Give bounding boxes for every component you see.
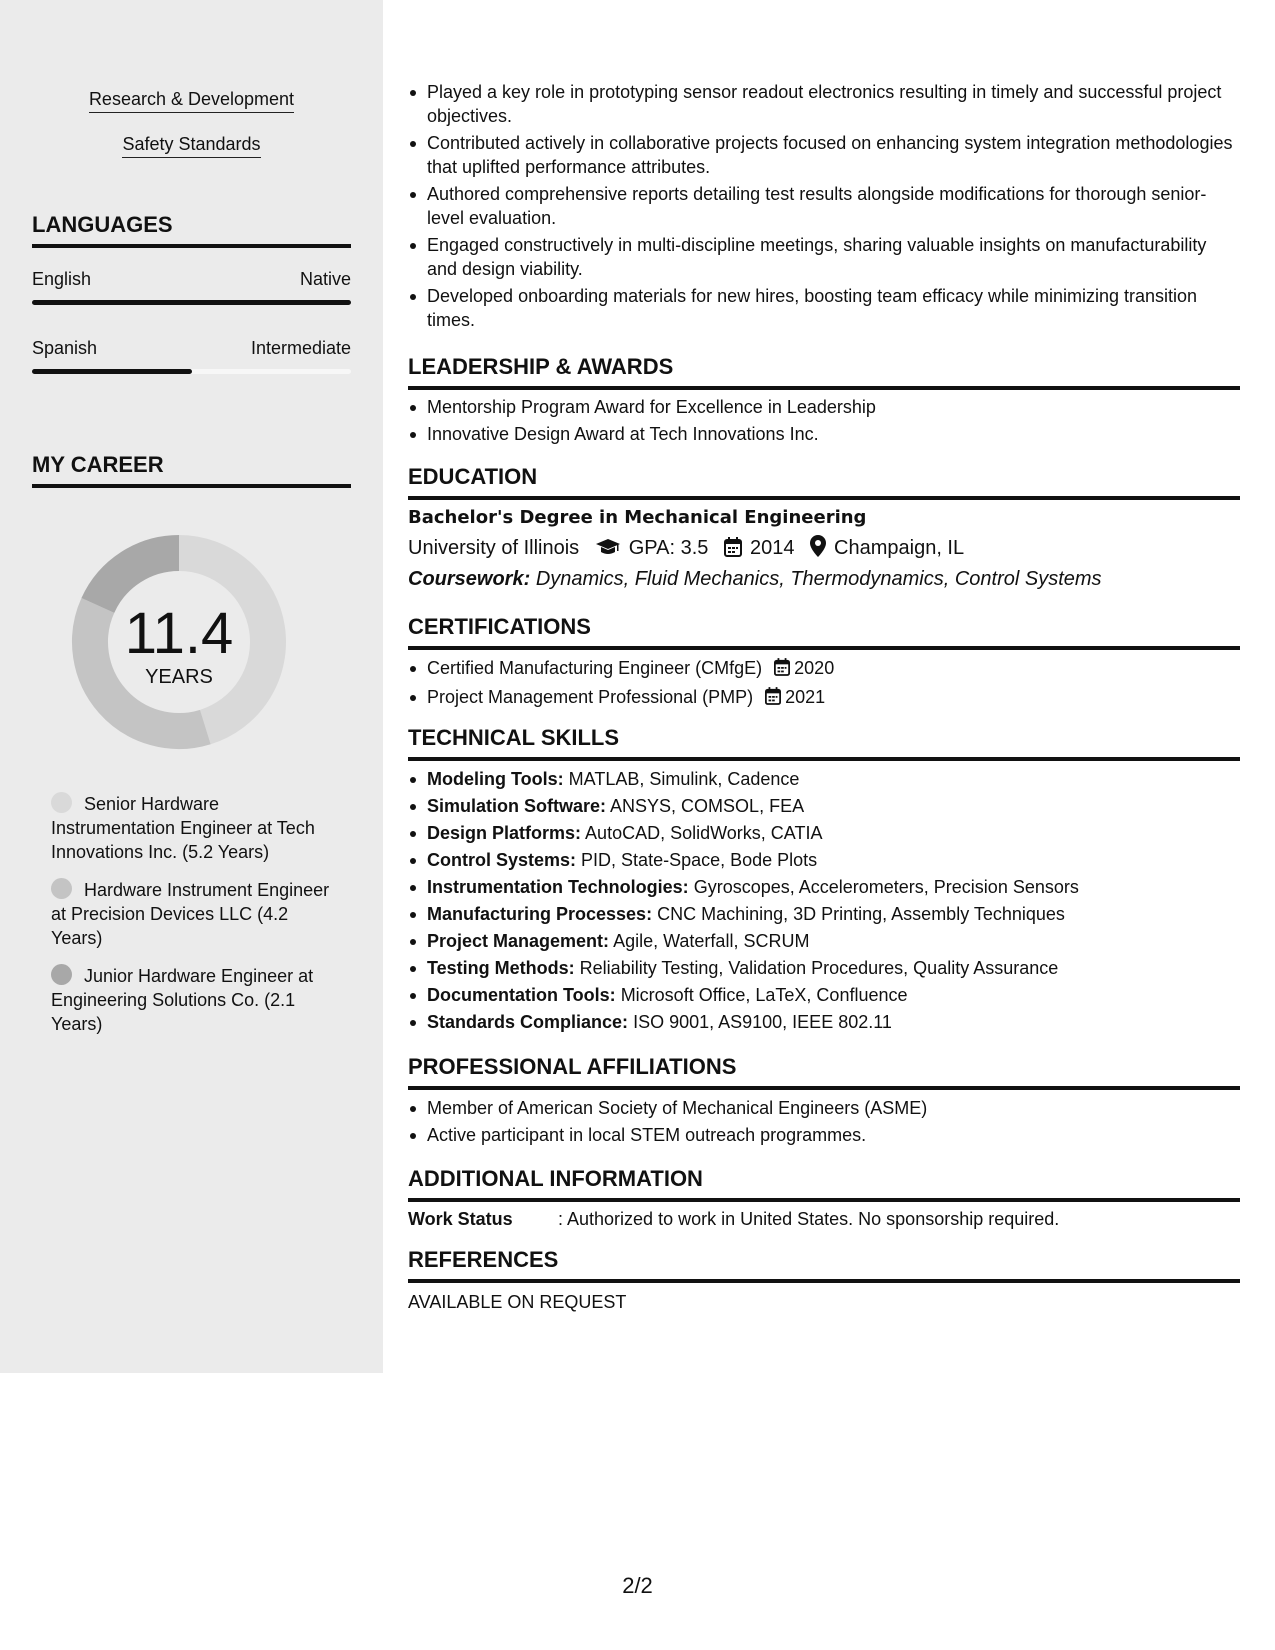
languages-heading: LANGUAGES	[32, 212, 351, 248]
list-item	[408, 794, 1240, 818]
references-text: AVAILABLE ON REQUEST	[408, 1292, 627, 1312]
location-pin-icon	[810, 535, 826, 564]
skill-label: Testing Methods:	[427, 958, 575, 978]
coursework-label: Coursework:	[408, 568, 531, 590]
work-status-value: : Authorized to work in United States. No sponsorship required.	[558, 1209, 1060, 1229]
education-school: University of Illinois	[408, 537, 580, 559]
education-location: Champaign, IL	[834, 537, 965, 559]
coursework-value: Dynamics, Fluid Mechanics, Thermodynamics, Control Systems	[535, 568, 1102, 590]
leadership-list	[408, 395, 1240, 446]
career-item-label: Junior Hardware Engineer at Engineering Solutions Co. (2.1 Years)	[51, 966, 314, 1034]
page-number: 2/2	[622, 1573, 653, 1598]
list-item: Contributed actively in collaborative projects focused on enhancing system integration methodologies that uplifted performance attributes.	[408, 131, 1240, 179]
career-item	[51, 964, 341, 1036]
sidebar	[0, 0, 383, 1373]
education-degree: Bachelor's Degree in Mechanical Engineering	[408, 507, 867, 528]
list-item	[408, 821, 1240, 845]
skill-value: Microsoft Office, LaTeX, Confluence	[620, 985, 908, 1005]
education-coursework	[408, 566, 1240, 592]
experience-bullets	[408, 80, 1240, 332]
skill-value: Reliability Testing, Validation Procedures, Quality Assurance	[579, 958, 1059, 978]
list-item	[408, 656, 1240, 682]
education-details	[408, 535, 1240, 564]
career-item	[51, 878, 341, 950]
skill-value: ANSYS, COMSOL, FEA	[610, 796, 805, 816]
education-gpa: GPA: 3.5	[628, 537, 709, 559]
certification-name: Certified Manufacturing Engineer (CMfgE)	[427, 658, 763, 678]
list-item	[408, 956, 1240, 980]
list-item: Played a key role in prototyping sensor readout electronics resulting in timely and successful project objectives.	[408, 80, 1240, 128]
calendar-icon	[765, 687, 781, 711]
list-item	[408, 929, 1240, 953]
list-item: Developed onboarding materials for new hires, boosting team efficacy while minimizing transition times.	[408, 284, 1240, 332]
education-year: 2014	[749, 537, 795, 559]
skill-value: MATLAB, Simulink, Cadence	[568, 769, 800, 789]
language-bar	[32, 369, 351, 374]
language-bar-fill	[32, 369, 192, 374]
skill-value: CNC Machining, 3D Printing, Assembly Techniques	[657, 904, 1065, 924]
references-heading: REFERENCES	[408, 1247, 1240, 1283]
list-item	[408, 983, 1240, 1007]
list-item	[408, 902, 1240, 926]
skill-label: Instrumentation Technologies:	[427, 877, 689, 897]
skill-label: Project Management:	[427, 931, 610, 951]
skill-label: Control Systems:	[427, 850, 577, 870]
skill-value: ISO 9001, AS9100, IEEE 802.11	[633, 1012, 892, 1032]
skill-value: AutoCAD, SolidWorks, CATIA	[585, 823, 823, 843]
language-bar-fill	[32, 300, 351, 305]
certifications-heading: CERTIFICATIONS	[408, 614, 1240, 650]
technical-skills-heading: TECHNICAL SKILLS	[408, 725, 1240, 761]
list-item	[408, 848, 1240, 872]
language-name: English	[32, 269, 92, 289]
list-item: Active participant in local STEM outreach programmes.	[408, 1123, 1240, 1147]
language-bar	[32, 300, 351, 305]
skill-label: Simulation Software:	[427, 796, 607, 816]
career-item-label: Senior Hardware Instrumentation Engineer at Tech Innovations Inc. (5.2 Years)	[51, 794, 315, 862]
list-item	[408, 767, 1240, 791]
career-heading: MY CAREER	[32, 452, 351, 488]
career-item	[51, 792, 341, 864]
career-legend-dot	[51, 792, 72, 813]
skill-value: Agile, Waterfall, SCRUM	[613, 931, 810, 951]
skill-label: Design Platforms:	[427, 823, 582, 843]
skill-label: Documentation Tools:	[427, 985, 616, 1005]
affiliations-list	[408, 1096, 1240, 1147]
certifications-list	[408, 656, 1240, 711]
calendar-icon	[774, 658, 790, 682]
leadership-heading: LEADERSHIP & AWARDS	[408, 354, 1240, 390]
list-item: Engaged constructively in multi-discipline meetings, sharing valuable insights on manufacturability and design viability.	[408, 233, 1240, 281]
language-level: Intermediate	[250, 338, 351, 358]
list-item	[408, 685, 1240, 711]
career-total-unit: YEARS	[145, 666, 213, 688]
list-item	[408, 875, 1240, 899]
skill-safety-standards: Safety Standards	[0, 133, 383, 158]
education-heading: EDUCATION	[408, 464, 1240, 500]
skill-value: PID, State-Space, Bode Plots	[581, 850, 818, 870]
list-item: Member of American Society of Mechanical Engineers (ASME)	[408, 1096, 1240, 1120]
affiliations-heading: PROFESSIONAL AFFILIATIONS	[408, 1054, 1240, 1090]
career-legend-dot	[51, 964, 72, 985]
skill-research-development: Research & Development	[0, 88, 383, 113]
skill-value: Gyroscopes, Accelerometers, Precision Sensors	[693, 877, 1079, 897]
calendar-icon	[724, 537, 742, 564]
language-name: Spanish	[32, 338, 98, 358]
certification-year: 2020	[794, 658, 835, 678]
language-level: Native	[299, 269, 351, 289]
career-legend-dot	[51, 878, 72, 899]
career-total-years: 11.4	[124, 601, 234, 666]
certification-year: 2021	[785, 687, 826, 707]
technical-skills-list	[408, 767, 1240, 1034]
list-item: Authored comprehensive reports detailing test results alongside modifications for thorough senior-level evaluation.	[408, 182, 1240, 230]
additional-info-heading: ADDITIONAL INFORMATION	[408, 1166, 1240, 1202]
career-donut-label	[64, 527, 294, 757]
work-status-row	[408, 1207, 1240, 1231]
skill-label: Standards Compliance:	[427, 1012, 629, 1032]
skill-label: Manufacturing Processes:	[427, 904, 653, 924]
graduation-cap-icon	[595, 537, 621, 564]
skill-label: Modeling Tools:	[427, 769, 564, 789]
list-item	[408, 1010, 1240, 1034]
list-item: Mentorship Program Award for Excellence in Leadership	[408, 395, 1240, 419]
work-status-label: Work Status	[408, 1209, 513, 1229]
career-item-label: Hardware Instrument Engineer at Precision Devices LLC (4.2 Years)	[51, 880, 330, 948]
list-item: Innovative Design Award at Tech Innovations Inc.	[408, 422, 1240, 446]
certification-name: Project Management Professional (PMP)	[427, 687, 754, 707]
